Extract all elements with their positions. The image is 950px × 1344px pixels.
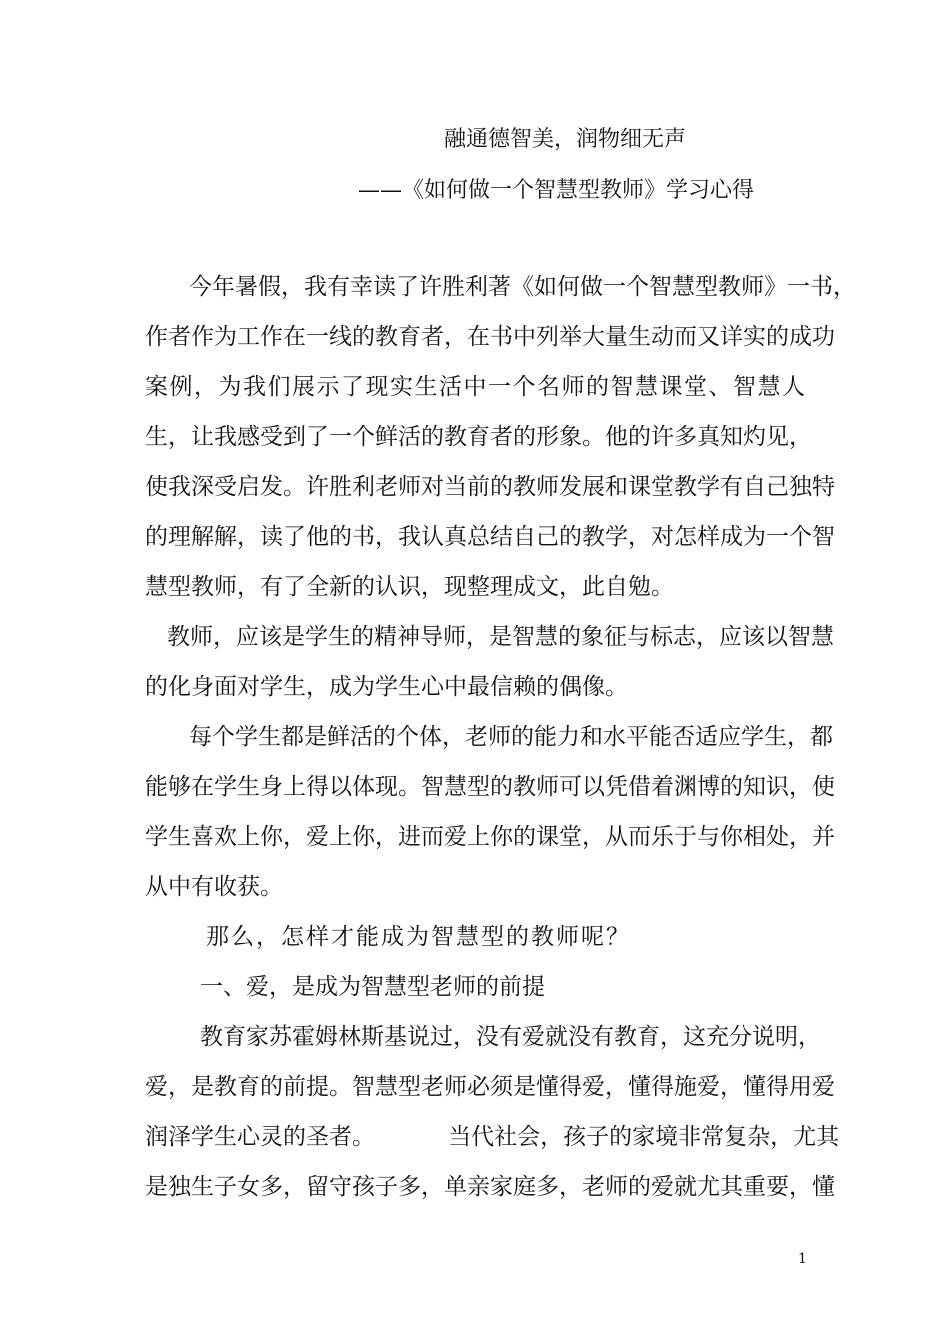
paragraph-line: 教师，应该是学生的精神导师，是智慧的象征与标志，应该以智慧 — [167, 624, 834, 650]
paragraph-line: 生，让我感受到了一个鲜活的教育者的形象。他的许多真知灼见， — [145, 424, 812, 450]
paragraph-line: 的化身面对学生，成为学生心中最信赖的偶像。 — [145, 674, 628, 700]
paragraph-line: 使我深受启发。许胜利老师对当前的教师发展和课堂教学有自己独特 — [145, 474, 835, 500]
paragraph-line: 润泽学生心灵的圣者。 当代社会，孩子的家境非常复杂，尤其 — [145, 1124, 840, 1150]
paragraph-line: 从中有收获。 — [145, 874, 283, 900]
paragraph-line: 能够在学生身上得以体现。智慧型的教师可以凭借着渊博的知识，使 — [145, 774, 835, 800]
page-number: 1 — [798, 1251, 807, 1267]
paragraph-line: 教育家苏霍姆林斯基说过，没有爱就没有教育，这充分说明， — [200, 1024, 821, 1050]
document-title: 融通德智美，润物细无声 — [444, 127, 687, 152]
paragraph-line: 是独生子女多，留守孩子多，单亲家庭多，老师的爱就尤其重要，懂 — [145, 1174, 835, 1200]
paragraph-line: 作者作为工作在一线的教育者，在书中列举大量生动而又详实的成功 — [145, 324, 835, 350]
paragraph-line: 每个学生都是鲜活的个体，老师的能力和水平能否适应学生，都 — [189, 724, 833, 750]
section-heading: 一、爱，是成为智慧型老师的前提 — [200, 974, 545, 1000]
section-question: 那么，怎样才能成为智慧型的教师呢？ — [206, 924, 631, 950]
document-subtitle: ——《如何做一个智慧型教师》学习心得 — [358, 178, 755, 203]
paragraph-line: 案例，为我们展示了现实生活中一个名师的智慧课堂、智慧人 — [145, 374, 805, 400]
paragraph-line: 学生喜欢上你，爱上你，进而爱上你的课堂，从而乐于与你相处，并 — [145, 824, 835, 850]
paragraph-line: 今年暑假，我有幸读了许胜利著《如何做一个智慧型教师》一书， — [189, 274, 856, 300]
paragraph-line: 爱，是教育的前提。智慧型老师必须是懂得爱，懂得施爱，懂得用爱 — [145, 1074, 835, 1100]
paragraph-line: 的理解解，读了他的书，我认真总结自己的教学，对怎样成为一个智 — [145, 524, 835, 550]
paragraph-line: 慧型教师，有了全新的认识，现整理成文，此自勉。 — [145, 574, 674, 600]
